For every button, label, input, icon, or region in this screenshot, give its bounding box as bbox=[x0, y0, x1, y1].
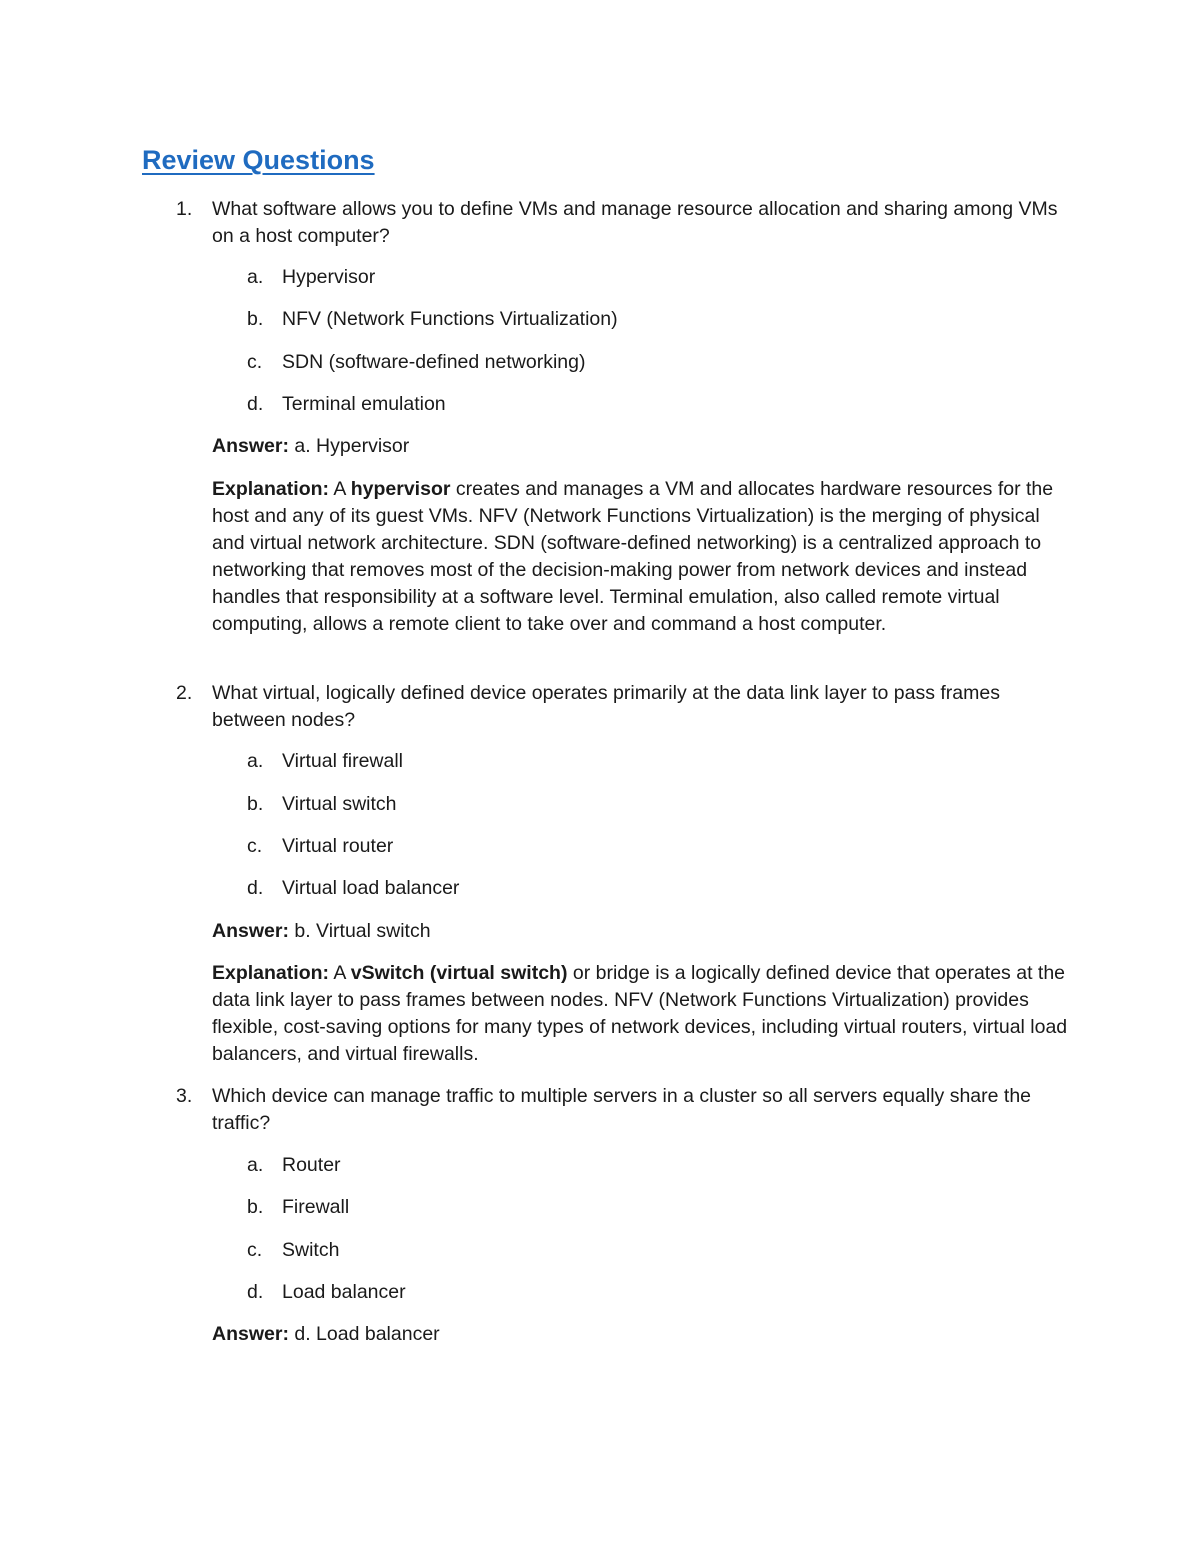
option-letter: d. bbox=[247, 877, 264, 899]
option-text: Firewall bbox=[282, 1196, 350, 1218]
answer-value: a. Hypervisor bbox=[294, 435, 410, 457]
option-letter: c. bbox=[247, 351, 263, 373]
explanation-label: Explanation bbox=[212, 962, 323, 984]
option-text: Load balancer bbox=[282, 1281, 406, 1303]
answer-line bbox=[212, 433, 1072, 460]
explanation-lead: A bbox=[333, 962, 346, 984]
answer-colon: : bbox=[282, 1323, 289, 1345]
answer-line bbox=[212, 1321, 1072, 1348]
explanation-paragraph bbox=[212, 960, 1072, 1068]
answer-label: Answer bbox=[212, 920, 283, 942]
option-text: Hypervisor bbox=[282, 266, 376, 288]
question-number: 3. bbox=[176, 1085, 193, 1107]
option-letter: b. bbox=[247, 1196, 264, 1218]
explanation-text: creates and manages a VM and allocates hardware resources for the host and any of its guest VMs. NFV (Network Functions Virtualization) is the merging of physical and virtual network architecture. SDN (software-defined networking) is a centralized approach to networking that removes most of the decision-making power from network devices and instead handles that responsibility at a software level. Terminal emulation, also called remote virtual computing, allows a remote client to take over and command a host computer. bbox=[212, 478, 1054, 635]
explanation-text: or bridge is a logically defined device that operates at the data link layer to pass frames between nodes. NFV (Network Functions Virtualization) provides flexible, cost-saving options for many types of network devices, including virtual routers, virtual load balancers, and virtual firewalls. bbox=[212, 962, 1068, 1065]
option-letter: a. bbox=[247, 266, 264, 288]
answer-label: Answer bbox=[212, 1323, 283, 1345]
option-letter: c. bbox=[247, 1239, 263, 1261]
option-letter: c. bbox=[247, 835, 263, 857]
explanation-colon: : bbox=[322, 962, 330, 984]
answer-colon: : bbox=[282, 920, 289, 942]
option-letter: b. bbox=[247, 793, 264, 815]
option-text: Terminal emulation bbox=[282, 393, 446, 415]
option-text: Virtual router bbox=[282, 835, 394, 857]
option-text: SDN (software-defined networking) bbox=[282, 351, 586, 373]
answer-line bbox=[212, 918, 1072, 945]
question-text: What software allows you to define VMs and manage resource allocation and sharing among VMs on a host computer? bbox=[212, 198, 1058, 247]
answer-colon: : bbox=[282, 435, 289, 457]
answer-label: Answer bbox=[212, 435, 283, 457]
explanation-label: Explanation bbox=[212, 478, 323, 500]
option-text: Router bbox=[282, 1154, 341, 1176]
option-text: NFV (Network Functions Virtualization) bbox=[282, 308, 618, 330]
option-text: Switch bbox=[282, 1239, 340, 1261]
option-text: Virtual load balancer bbox=[282, 877, 460, 899]
question-number: 2. bbox=[176, 682, 193, 704]
option-letter: a. bbox=[247, 750, 264, 772]
explanation-colon: : bbox=[322, 478, 330, 500]
explanation-term: vSwitch (virtual switch) bbox=[350, 962, 568, 984]
answer-value: d. Load balancer bbox=[294, 1323, 440, 1345]
answer-value: b. Virtual switch bbox=[294, 920, 431, 942]
question-number: 1. bbox=[176, 198, 193, 220]
option-letter: a. bbox=[247, 1154, 264, 1176]
option-letter: b. bbox=[247, 308, 264, 330]
page-title: Review Questions bbox=[142, 145, 375, 175]
question-text: What virtual, logically defined device operates primarily at the data link layer to pass frames between nodes? bbox=[212, 682, 1000, 731]
explanation-term: hypervisor bbox=[350, 478, 451, 500]
question-text: Which device can manage traffic to multiple servers in a cluster so all servers equally share the traffic? bbox=[212, 1085, 1032, 1134]
option-letter: d. bbox=[247, 393, 264, 415]
explanation-lead: A bbox=[333, 478, 346, 500]
option-text: Virtual firewall bbox=[282, 750, 404, 772]
option-text: Virtual switch bbox=[282, 793, 397, 815]
explanation-paragraph bbox=[212, 476, 1072, 638]
option-letter: d. bbox=[247, 1281, 264, 1303]
